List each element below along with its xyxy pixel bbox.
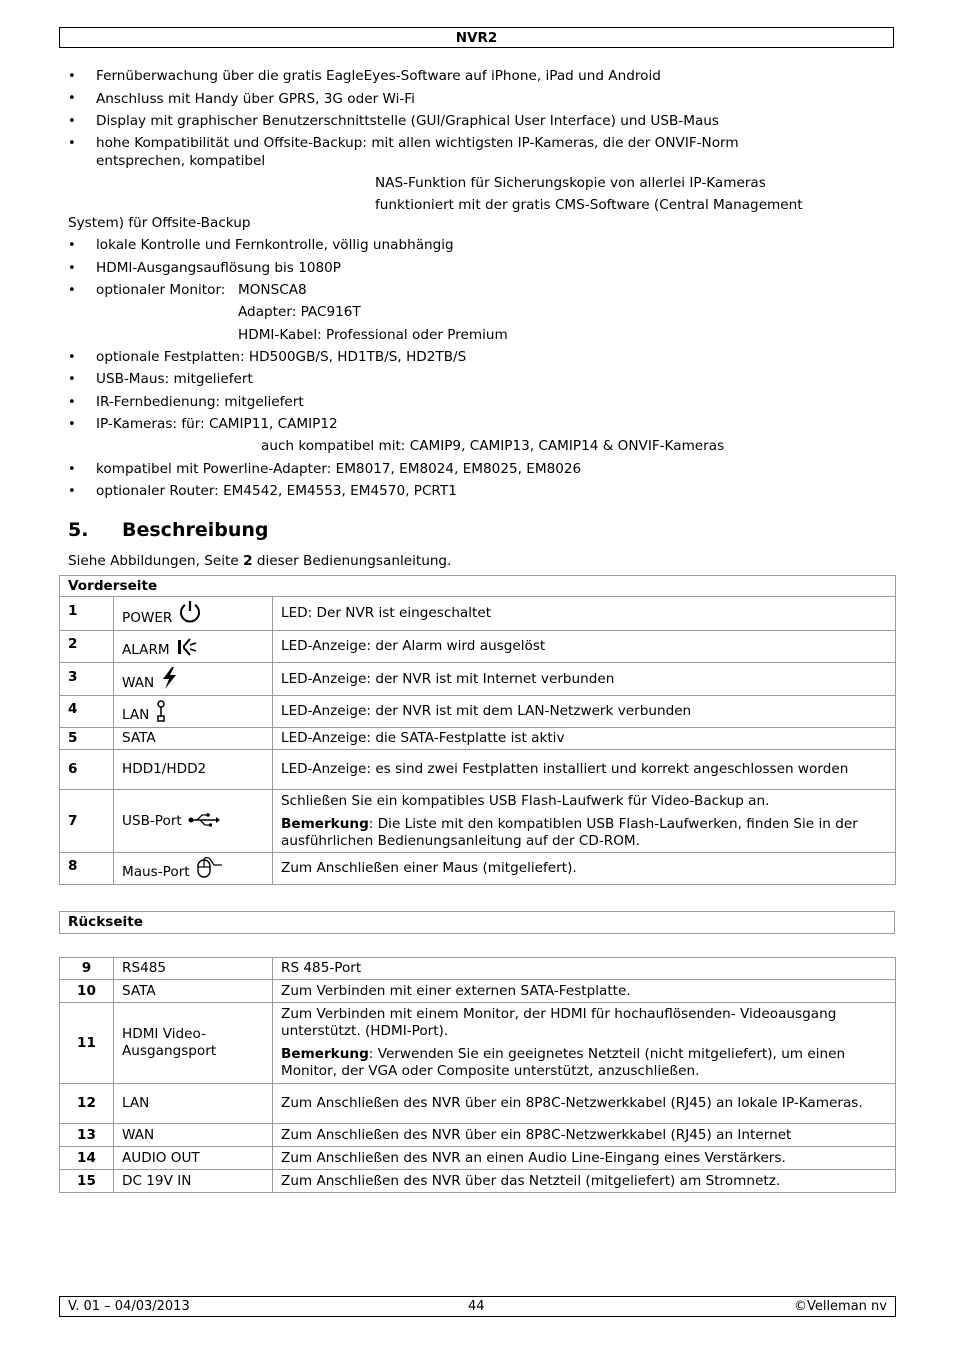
table-row: 10 SATA Zum Verbinden mit einer externen SATA-Festplatte. <box>60 980 896 1003</box>
back-panel-title-table <box>59 911 895 934</box>
bullet-dot: • <box>68 69 76 84</box>
list-item: optionale Festplatten: HD500GB/S, HD1TB/S, HD2TB/S <box>96 349 467 365</box>
table-row: 1 POWER LED: Der NVR ist eingeschaltet <box>60 597 896 631</box>
table-row: 2 ALARM LED-Anzeige: der Alarm wird ausgelöst <box>60 631 896 663</box>
front-table-title: Vorderseite <box>60 576 896 597</box>
list-item: IP-Kameras: für: CAMIP11, CAMIP12 <box>96 416 338 432</box>
bullet-dot: • <box>68 417 76 432</box>
list-item: Anschluss mit Handy über GPRS, 3G oder Wi-Fi <box>96 91 415 107</box>
list-item: HDMI-Ausgangsauflösung bis 1080P <box>96 260 342 276</box>
list-item-continuation: System) für Offsite-Backup <box>68 215 251 231</box>
bullet-dot: • <box>68 372 76 387</box>
list-item-continuation: entsprechen, kompatibel <box>96 153 266 169</box>
bullet-dot: • <box>68 395 76 410</box>
bullet-dot: • <box>68 261 76 276</box>
page-footer <box>59 1296 896 1317</box>
table-row: 4 LAN LED-Anzeige: der NVR ist mit dem LAN-Netzwerk verbunden <box>60 696 896 728</box>
table-row: 11 HDMI Video-Ausgangsport Zum Verbinden mit einem Monitor, der HDMI für hochauflösenden- Videoausgang unterstützt. (HDMI-Port). Bemerkung: Verwenden Sie ein geeignetes Netzteil (nicht mitgeliefert), um einen Monitor, der VGA oder Composite unterstützt, anzuschließen. <box>60 1003 896 1084</box>
usb-icon <box>188 812 220 828</box>
page-number: 44 <box>468 1299 485 1314</box>
table-row: 7 USB-Port Schließen Sie ein kompatibles USB Flash-Laufwerk für Video-Backup an. Bemerkung: Die Liste mit den kompatiblen USB Flash-Laufwerken, finden Sie in der ausführlichen Bedienungsanleitung auf der CD-ROM. <box>60 790 896 853</box>
list-item-continuation: Adapter: PAC916T <box>238 304 361 320</box>
bullet-dot: • <box>68 238 76 253</box>
list-item-continuation: NAS-Funktion für Sicherungskopie von allerlei IP-Kameras <box>375 175 766 191</box>
power-icon <box>178 599 202 625</box>
list-item: kompatibel mit Powerline-Adapter: EM8017, EM8024, EM8025, EM8026 <box>96 461 582 477</box>
list-item: lokale Kontrolle und Fernkontrolle, völlig unabhängig <box>96 237 454 253</box>
list-item: optionaler Monitor: <box>96 282 226 298</box>
bullet-dot: • <box>68 283 76 298</box>
table-row: 14 AUDIO OUT Zum Anschließen des NVR an einen Audio Line-Eingang eines Verstärkers. <box>60 1147 896 1170</box>
back-panel-table <box>59 957 896 1193</box>
table-row: 9 RS485 RS 485-Port <box>60 958 896 980</box>
bullet-dot: • <box>68 136 76 151</box>
bullet-dot: • <box>68 484 76 499</box>
table-row: 5 SATA LED-Anzeige: die SATA-Festplatte ist aktiv <box>60 728 896 750</box>
section-number: 5. <box>68 519 89 541</box>
list-item: hohe Kompatibilität und Offsite-Backup: mit allen wichtigsten IP-Kameras, die der ONVIF-Norm <box>96 135 739 151</box>
table-row: 15 DC 19V IN Zum Anschließen des NVR über das Netzteil (mitgeliefert) am Stromnetz. <box>60 1170 896 1193</box>
list-item-continuation: HDMI-Kabel: Professional oder Premium <box>238 327 508 343</box>
footer-copyright: ©Velleman nv <box>793 1299 887 1314</box>
bullet-dot: • <box>68 114 76 129</box>
section-title: Beschreibung <box>122 519 269 541</box>
page-header: NVR2 <box>59 27 894 48</box>
table-row: 3 WAN LED-Anzeige: der NVR ist mit Internet verbunden <box>60 663 896 696</box>
table-row: 8 Maus-Port Zum Anschließen einer Maus (mitgeliefert). <box>60 853 896 885</box>
lightning-icon <box>160 666 178 690</box>
front-panel-table <box>59 575 896 885</box>
list-item: IR-Fernbedienung: mitgeliefert <box>96 394 304 410</box>
section-intro: Siehe Abbildungen, Seite 2 dieser Bedienungsanleitung. <box>68 553 452 569</box>
footer-version: V. 01 – 04/03/2013 <box>68 1299 190 1314</box>
list-item: optionaler Router: EM4542, EM4553, EM4570, PCRT1 <box>96 483 457 499</box>
list-item: USB-Maus: mitgeliefert <box>96 371 253 387</box>
list-item-continuation: auch kompatibel mit: CAMIP9, CAMIP13, CAMIP14 & ONVIF-Kameras <box>261 438 725 454</box>
list-item: Fernüberwachung über die gratis EagleEyes-Software auf iPhone, iPad und Android <box>96 68 661 84</box>
mouse-icon <box>196 857 224 879</box>
bullet-dot: • <box>68 350 76 365</box>
bullet-dot: • <box>68 91 76 106</box>
table-row: 6 HDD1/HDD2 LED-Anzeige: es sind zwei Festplatten installiert und korrekt angeschlossen worden <box>60 750 896 790</box>
alarm-icon <box>176 637 198 657</box>
bullet-dot: • <box>68 462 76 477</box>
table-row: 12 LAN Zum Anschließen des NVR über ein 8P8C-Netzwerkkabel (RJ45) an lokale IP-Kameras. <box>60 1084 896 1124</box>
table-row: 13 WAN Zum Anschließen des NVR über ein 8P8C-Netzwerkkabel (RJ45) an Internet <box>60 1124 896 1147</box>
lan-icon <box>155 700 167 722</box>
list-item-continuation: funktioniert mit der gratis CMS-Software (Central Management <box>375 197 803 213</box>
back-table-title: Rückseite <box>60 912 895 934</box>
list-item: Display mit graphischer Benutzerschnittstelle (GUI/Graphical User Interface) und USB-Maus <box>96 113 719 129</box>
list-item-continuation: MONSCA8 <box>238 282 307 298</box>
